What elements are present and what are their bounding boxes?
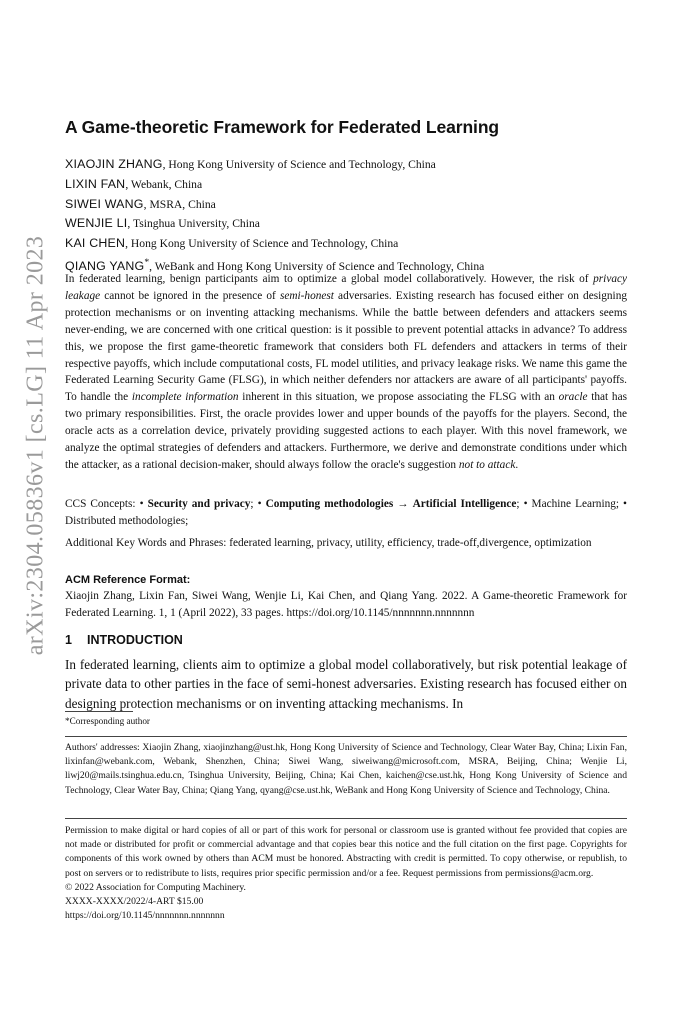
ccs-concept: Artificial Intelligence [412, 498, 517, 510]
abstract-text: adversaries. Existing research has focused either on designing protection mechanisms or on inventing attacking mechanisms. While the battle between defenders and attackers seems never-ending, we are concerned with one critical question: is it possible to prevent potential attacks in advance? To address this, we propose the first game-theoretic framework that considers both FL defenders and attackers in terms of their respective payoffs, which include computational costs, FL model utilities, and privacy leakage risks. We name this game the Federated Learning Security Game (FLSG), in which neither defenders nor attackers are aware of all participants' payoffs. To handle the [65, 289, 627, 404]
abstract-text: In federated learning, benign participants aim to optimize a global model collaboratively. However, the risk of [65, 273, 589, 285]
doi-line: https://doi.org/10.1145/nnnnnnn.nnnnnnn [65, 910, 225, 922]
author-line [65, 195, 484, 215]
abstract-emphasis: semi-honest [279, 289, 334, 302]
section-heading [65, 633, 183, 647]
abstract-text: inherent in this situation, we propose associating the FLSG with an [238, 391, 559, 404]
abstract [65, 271, 627, 474]
author-name: XIAOJIN ZHANG [65, 157, 163, 171]
divider [65, 736, 627, 737]
abstract-emphasis: oracle [558, 391, 588, 404]
intro-paragraph: In federated learning, clients aim to optimize a global model collaboratively, but risk potential leakage of private data to other parties in the face of semi-honest adversaries. Existing research has focused either on designing protection mechanisms or on inventing attacking mechanisms. In [65, 657, 627, 711]
acm-reference [65, 573, 627, 622]
author-affiliation: , Hong Kong University of Science and Technology, China [162, 158, 436, 171]
author-line [65, 214, 484, 234]
abstract-emphasis: privacy leakage [65, 273, 628, 302]
ccs-concept: Computing methodologies [265, 498, 394, 510]
permission-text: Permission to make digital or hard copies of all or part of this work for personal or classroom use is granted without fee provided that copies are not made or distributed for profit or commercial advantage and that copies bear this notice and the full citation on the first page. Copyrights for components of this work owned by others than ACM must be honored. Abstracting with credit is permitted. To copy otherwise, or republish, to post on servers or to redistribute to lists, requires prior specific permission and/or a fee. Request permissions from permissions@acm.org. [65, 825, 627, 879]
author-name: LIXIN FAN [65, 176, 126, 191]
footnote: *Corresponding author [65, 716, 150, 726]
copyright-line: © 2022 Association for Computing Machinery. [65, 881, 246, 893]
acm-reference-text: Xiaojin Zhang, Lixin Fan, Siwei Wang, Wenjie Li, Kai Chen, and Qiang Yang. 2022. A Game-theoretic Framework for Federated Learning. 1, 1 (April 2022), 33 pages. https://doi.org/10.1145/nnnnnnn.nnnnnnn [65, 590, 627, 619]
paper-title: A Game-theoretic Framework for Federated Learning [65, 117, 500, 137]
author-name: WENJIE LI [65, 216, 128, 231]
ccs-concept: Security and privacy [147, 498, 251, 510]
author-name: KAI CHEN [65, 236, 126, 251]
keywords: Additional Key Words and Phrases: federated learning, privacy, utility, efficiency, trade-off,divergence, optimization [65, 537, 592, 549]
author-list [65, 155, 484, 277]
author-line [65, 234, 484, 254]
section-title: INTRODUCTION [87, 633, 183, 647]
arxiv-stamp-text: arXiv:2304.05836v1 [cs.LG] 11 Apr 2023 [22, 235, 49, 655]
author-affiliation: , Hong Kong University of Science and Technology, China [125, 237, 399, 251]
author-affiliation: , MSRA, China [143, 197, 216, 211]
issn-line: XXXX-XXXX/2022/4-ART $15.00 [65, 896, 204, 908]
ccs-arrow: → [393, 498, 413, 510]
author-affiliation: , Tsinghua University, China [127, 217, 260, 231]
author-affiliation: , Webank, China [125, 177, 203, 191]
author-addresses: Authors' addresses: Xiaojin Zhang, xiaojinzhang@ust.hk, Hong Kong University of Science and Technology, Clear Water Bay, China; Lixin Fan, lixinfan@webank.com, Webank, Shenzhen, China; Siwei Wang, siweiwang@microsoft.com, MSRA, Beijing, China; Wenjie Li, liwj20@mails.tsinghua.edu.cn, Tsinghua University, Beijing, China; Kai Chen, kaichen@cse.ust.hk, Hong Kong University of Science and Technology, Clear Water Bay, China; Qiang Yang, qyang@cse.ust.hk, WeBank and Hong Kong University of Science and Technology, China. [65, 742, 627, 796]
abstract-text: . [515, 458, 519, 471]
ccs-prefix: CCS Concepts: • [65, 498, 148, 510]
author-line [65, 175, 484, 195]
section-number: 1 [65, 633, 72, 647]
footnote-rule [65, 711, 133, 712]
acm-reference-heading: ACM Reference Format: [65, 574, 191, 586]
abstract-emphasis: incomplete information [131, 391, 239, 404]
abstract-text: that has two primary responsibilities. First, the oracle provides lower and upper bounds of the payoffs for the players. Second, the oracle acts as a correlation device, privately providing suggested actions to each player. With this novel framework, we analyze the optimal strategies of defenders and attackers. Furthermore, we derive and demonstrate conditions under which the attacker, as a rational decision-maker, should always follow the oracle's suggestion [65, 391, 627, 471]
abstract-text: cannot be ignored in the presence of [100, 289, 280, 302]
corresponding-mark: * [144, 256, 150, 268]
permission-notice [65, 824, 627, 923]
author-name: QIANG YANG [65, 258, 145, 273]
abstract-emphasis: not to attack [458, 458, 516, 471]
author-line [65, 155, 484, 175]
author-affiliation: , WeBank and Hong Kong University of Science and Technology, China [149, 259, 485, 273]
ccs-rest: ; • Machine Learning; • Distributed methodologies; [65, 498, 627, 527]
ccs-separator: ; • [250, 498, 266, 510]
author-name: SIWEI WANG [65, 196, 144, 211]
arxiv-stamp [22, 200, 49, 690]
ccs-concepts [65, 496, 627, 530]
divider [65, 818, 627, 819]
